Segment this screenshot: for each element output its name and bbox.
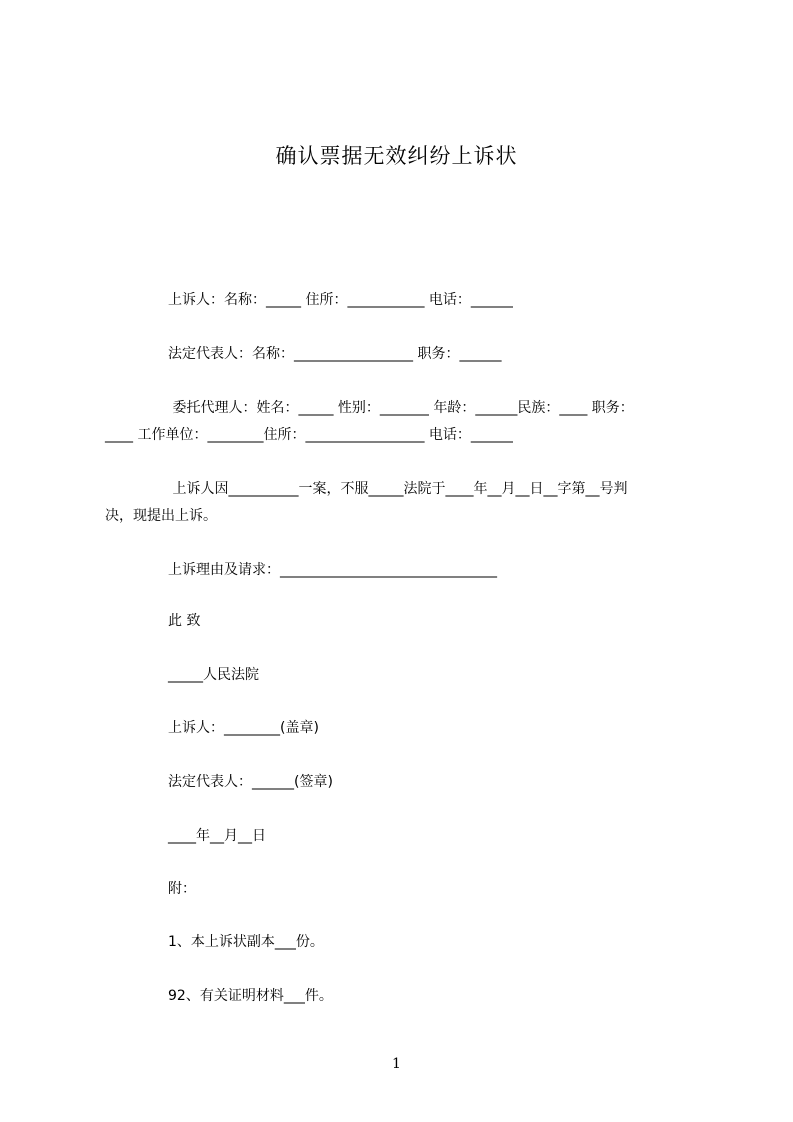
court-line: _____人民法院	[168, 667, 259, 683]
attachment-item-1: 1、本上诉状副本___份。	[168, 934, 324, 950]
legal-rep-sign-line: 法定代表人：______(签章)	[168, 774, 333, 790]
reasons-line: 上诉理由及请求：_______________________________	[168, 562, 497, 578]
agent-line-2: ____ 工作单位：________住所：_________________ 电话：______	[105, 427, 513, 443]
case-line-1: 上诉人因__________一案，不服_____法院于____年__月__日__字第__号判	[168, 481, 628, 497]
attachment-item-2: 92、有关证明材料___件。	[168, 988, 333, 1004]
agent-line-1: 委托代理人：姓名：_____ 性别：_______ 年龄：______民族：____ 职务：	[168, 400, 634, 416]
date-line: ____年__月__日	[168, 828, 266, 844]
document-title: 确认票据无效纠纷上诉状	[275, 144, 518, 168]
legal-rep-line: 法定代表人：名称：_________________ 职务：______	[168, 346, 502, 362]
attachments-heading: 附：	[168, 881, 196, 897]
appellant-seal-line: 上诉人：________(盖章)	[168, 720, 319, 736]
page-number: 1	[392, 1056, 401, 1072]
appellant-line: 上诉人：名称：_____ 住所：___________ 电话：______	[168, 292, 513, 308]
case-line-2: 决，现提出上诉。	[105, 508, 217, 524]
salutation: 此 致	[168, 613, 201, 629]
